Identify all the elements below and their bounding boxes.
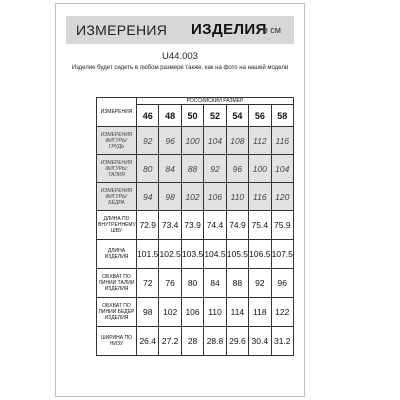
measurement-cell: 105.5 [226,240,248,269]
measurement-cell: 92 [249,269,271,298]
measurement-cell: 106 [204,183,226,211]
size-header-cell: 52 [204,105,226,127]
measurement-cell: 106 [181,298,203,327]
measurement-cell: 72 [137,269,159,298]
measurement-cell: 74.4 [204,211,226,240]
fit-note: Изделие будет сидеть в любом размере также, как на фото на нашей модели [71,65,289,71]
row-label: ДЛИНА ИЗДЕЛИЯ [97,240,137,269]
size-header-cell: 50 [181,105,203,127]
measurement-cell: 116 [249,183,271,211]
table-body [97,127,294,356]
measurement-cell: 80 [181,269,203,298]
table-row [97,155,294,183]
measurement-cell: 114 [226,298,248,327]
measurement-cell: 104 [271,155,293,183]
measurement-cell: 102.5 [159,240,181,269]
measurement-cell: 73.9 [181,211,203,240]
measurement-cell: 103.5 [181,240,203,269]
table-row [97,269,294,298]
measurement-cell: 102 [181,183,203,211]
measurement-cell: 84 [204,269,226,298]
table-row [97,327,294,356]
measurement-cell: 102 [159,298,181,327]
measurement-cell: 96 [271,269,293,298]
measurement-cell: 94 [137,183,159,211]
measurement-cell: 92 [137,127,159,155]
row-label: ДЛИНА ПО ВНУТРЕННЕМУ ШВУ [97,211,137,240]
measurement-cell: 100 [249,155,271,183]
measurement-cell: 106.5 [249,240,271,269]
row-label: ИЗМЕРЕНИЯ ФИГУРЫ: ТАЛИЯ [97,155,137,183]
measurement-cell: 122 [271,298,293,327]
measurement-cell: 107.5 [271,240,293,269]
measurement-cell: 84 [159,155,181,183]
table-row [97,298,294,327]
measurement-cell: 31.2 [271,327,293,356]
measurement-cell: 80 [137,155,159,183]
measurement-cell: 29.6 [226,327,248,356]
measurement-cell: 98 [159,183,181,211]
size-header-cell: 54 [226,105,248,127]
measurement-cell: 112 [249,127,271,155]
size-group-header: РОССИЙСКИЙ РАЗМЕР [137,98,294,105]
measurement-cell: 88 [226,269,248,298]
measurement-cell: 100 [181,127,203,155]
measurement-cell: 27.2 [159,327,181,356]
table-row [97,240,294,269]
measurement-cell: 116 [271,127,293,155]
unit-label: в см [263,25,281,35]
table-row [97,183,294,211]
corner-header: ИЗМЕРЕНИЯ [97,98,137,127]
measurement-cell: 26.4 [137,327,159,356]
size-header-cell: 48 [159,105,181,127]
row-label: ОБХВАТ ПО ЛИНИИ БЕДЕР ИЗДЕЛИЯ [97,298,137,327]
measurement-cell: 120 [271,183,293,211]
measurement-cell: 75.4 [249,211,271,240]
measurement-cell: 104 [204,127,226,155]
row-label: ИЗМЕРЕНИЯ ФИГУРЫ: БЁДРА [97,183,137,211]
measurement-cell: 92 [204,155,226,183]
measurement-cell: 104.5 [204,240,226,269]
measurement-cell: 75.9 [271,211,293,240]
measurement-cell: 96 [226,155,248,183]
title-product: ИЗДЕЛИЯ [191,21,267,38]
row-label: ИЗМЕРЕНИЯ ФИГУРЫ: ГРУДЬ [97,127,137,155]
measurement-cell: 88 [181,155,203,183]
measurement-cell: 96 [159,127,181,155]
table-row [97,127,294,155]
size-header-cell: 58 [271,105,293,127]
size-header-cell: 46 [137,105,159,127]
measurement-cell: 101.5 [137,240,159,269]
title-measurements: ИЗМЕРЕНИЯ [76,22,168,38]
title-banner [66,16,294,44]
measurement-cell: 74.9 [226,211,248,240]
measurement-cell: 98 [137,298,159,327]
row-label: ОБХВАТ ПО ЛИНИИ ТАЛИИ ИЗДЕЛИЯ [97,269,137,298]
measurement-cell: 118 [249,298,271,327]
measurement-cell: 110 [226,183,248,211]
measurement-cell: 30.4 [249,327,271,356]
table-row [97,211,294,240]
measurement-cell: 110 [204,298,226,327]
measurement-cell: 28 [181,327,203,356]
article-code: U44.003 [162,51,198,62]
measurement-cell: 28.8 [204,327,226,356]
measurement-cell: 72.9 [137,211,159,240]
measurement-cell: 76 [159,269,181,298]
size-chart-sheet [55,3,305,397]
row-label: ШИРИНА ПО НИЗУ [97,327,137,356]
measurement-cell: 108 [226,127,248,155]
size-table [96,97,294,356]
size-header-cell: 56 [249,105,271,127]
measurement-cell: 73.4 [159,211,181,240]
